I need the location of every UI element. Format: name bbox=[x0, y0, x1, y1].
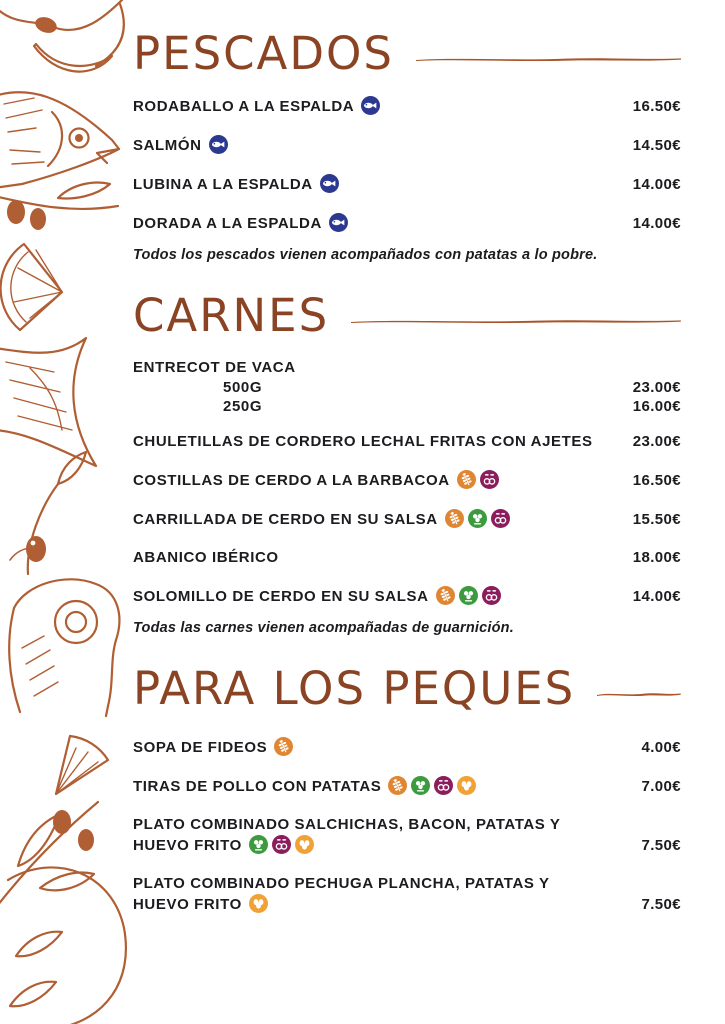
fish-allergen-icon bbox=[209, 135, 228, 154]
section-header bbox=[133, 663, 681, 715]
variant-price: 23.00€ bbox=[632, 379, 681, 396]
menu-item-row bbox=[133, 174, 681, 195]
item-price: 14.00€ bbox=[632, 588, 681, 605]
menu-section bbox=[133, 28, 681, 264]
menu-item-row bbox=[133, 358, 681, 416]
item-price: 4.00€ bbox=[641, 739, 681, 756]
item-name bbox=[133, 96, 601, 117]
item-price: 14.00€ bbox=[632, 176, 681, 193]
olive-branch-bottom-illustration bbox=[0, 802, 98, 910]
menu-item-row bbox=[133, 815, 681, 856]
item-name bbox=[133, 548, 601, 568]
meat-chop-illustration bbox=[9, 579, 119, 716]
lemon-slice-illustration bbox=[1, 244, 62, 330]
item-price: 7.00€ bbox=[641, 778, 681, 795]
menu-section bbox=[133, 663, 681, 915]
menu-item-row bbox=[133, 776, 681, 797]
gluten-allergen-icon bbox=[274, 737, 293, 756]
lemon-wedge-illustration bbox=[56, 736, 108, 794]
fish-head-illustration bbox=[0, 92, 119, 188]
item-variant-row bbox=[133, 397, 681, 416]
section-header bbox=[133, 290, 681, 342]
item-price: 7.50€ bbox=[641, 896, 681, 913]
item-name-text: ABANICO IBÉRICO bbox=[133, 549, 279, 566]
section-note: Todos los pescados vienen acompañados con patatas a lo pobre. bbox=[133, 247, 598, 263]
item-variant-row bbox=[133, 378, 681, 397]
variant-price: 16.00€ bbox=[632, 398, 681, 415]
allergen-badges bbox=[329, 213, 348, 232]
menu-item-row bbox=[133, 470, 681, 491]
item-price: 14.00€ bbox=[632, 215, 681, 232]
egg-allergen-icon bbox=[249, 894, 268, 913]
menu-item-row bbox=[133, 96, 681, 117]
section-note: Todas las carnes vienen acompañadas de guarnición. bbox=[133, 620, 514, 636]
item-name bbox=[133, 776, 601, 797]
item-name-text: COSTILLAS DE CERDO A LA BARBACOA bbox=[133, 472, 450, 489]
allergen-badges bbox=[457, 470, 499, 489]
menu-item-row bbox=[133, 432, 681, 452]
section-divider-line bbox=[597, 690, 681, 699]
item-price: 15.50€ bbox=[632, 511, 681, 528]
gluten-allergen-icon bbox=[445, 509, 464, 528]
item-name-text: SOPA DE FIDEOS bbox=[133, 739, 268, 756]
item-name bbox=[133, 874, 601, 915]
item-price: 18.00€ bbox=[632, 549, 681, 566]
allergen-badges bbox=[320, 174, 339, 193]
menu-item-row bbox=[133, 213, 681, 234]
item-name bbox=[133, 174, 601, 195]
fish-allergen-icon bbox=[320, 174, 339, 193]
variant-label: 500G bbox=[223, 379, 263, 396]
item-name-text: SOLOMILLO DE CERDO EN SU SALSA bbox=[133, 588, 429, 605]
menu-item-row bbox=[133, 548, 681, 568]
gluten-allergen-icon bbox=[388, 776, 407, 795]
item-name bbox=[133, 509, 601, 530]
variant-label: 250G bbox=[223, 398, 263, 415]
allergen-badges bbox=[249, 894, 268, 913]
item-name-text: PLATO COMBINADO SALCHICHAS, BACON, PATATAS Y HUEVO FRITO bbox=[133, 816, 561, 854]
item-name-text: CARRILLADA DE CERDO EN SU SALSA bbox=[133, 511, 438, 528]
item-name bbox=[133, 213, 601, 234]
fish-allergen-icon bbox=[329, 213, 348, 232]
item-price: 14.50€ bbox=[632, 137, 681, 154]
menu-item-row bbox=[133, 586, 681, 607]
allergen-badges bbox=[249, 835, 314, 854]
sulphites-allergen-icon bbox=[480, 470, 499, 489]
decorative-illustrations bbox=[0, 0, 135, 1024]
menu-item-row bbox=[133, 509, 681, 530]
section-title: CARNES bbox=[133, 289, 330, 342]
item-name bbox=[133, 737, 601, 758]
menu-section bbox=[133, 290, 681, 637]
item-name-text: SALMÓN bbox=[133, 137, 202, 154]
item-name-text: PLATO COMBINADO PECHUGA PLANCHA, PATATAS Y HUEVO FRITO bbox=[133, 875, 550, 913]
item-name bbox=[133, 432, 601, 452]
item-name bbox=[133, 586, 601, 607]
soy-allergen-icon bbox=[411, 776, 430, 795]
section-divider-line bbox=[416, 55, 681, 64]
item-price: 23.00€ bbox=[632, 433, 681, 450]
sulphites-allergen-icon bbox=[482, 586, 501, 605]
item-name bbox=[133, 135, 601, 156]
item-name-text: TIRAS DE POLLO CON PATATAS bbox=[133, 778, 382, 795]
section-header bbox=[133, 28, 681, 80]
item-name-text: CHULETILLAS DE CORDERO LECHAL FRITAS CON AJETES bbox=[133, 433, 593, 450]
olive-twig-illustration bbox=[10, 452, 86, 574]
soy-allergen-icon bbox=[459, 586, 478, 605]
menu-item-row bbox=[133, 874, 681, 915]
menu-item-row bbox=[133, 135, 681, 156]
sulphites-allergen-icon bbox=[272, 835, 291, 854]
item-name-text: DORADA A LA ESPALDA bbox=[133, 215, 322, 232]
menu-item-row bbox=[133, 737, 681, 758]
item-name-text: RODABALLO A LA ESPALDA bbox=[133, 98, 355, 115]
olive-sprig-illustration bbox=[0, 183, 118, 230]
olive-branch-top-illustration bbox=[0, 0, 124, 72]
allergen-badges bbox=[445, 509, 510, 528]
allergen-badges bbox=[361, 96, 380, 115]
fish-allergen-icon bbox=[361, 96, 380, 115]
sulphites-allergen-icon bbox=[434, 776, 453, 795]
item-name: ENTRECOT DE VACA bbox=[133, 359, 296, 376]
sulphites-allergen-icon bbox=[491, 509, 510, 528]
allergen-badges bbox=[388, 776, 476, 795]
fruit-outline-illustration bbox=[8, 867, 126, 1024]
egg-allergen-icon bbox=[295, 835, 314, 854]
menu-content bbox=[133, 28, 681, 933]
item-name bbox=[133, 470, 601, 491]
section-divider-line bbox=[351, 317, 681, 326]
section-title: PARA LOS PEQUES bbox=[133, 662, 576, 715]
gluten-allergen-icon bbox=[457, 470, 476, 489]
item-name-text: LUBINA A LA ESPALDA bbox=[133, 176, 313, 193]
item-price: 7.50€ bbox=[641, 837, 681, 854]
allergen-badges bbox=[274, 737, 293, 756]
soy-allergen-icon bbox=[249, 835, 268, 854]
allergen-badges bbox=[209, 135, 228, 154]
section-title: PESCADOS bbox=[133, 27, 394, 80]
item-price: 16.50€ bbox=[632, 98, 681, 115]
soy-allergen-icon bbox=[468, 509, 487, 528]
egg-allergen-icon bbox=[457, 776, 476, 795]
item-price: 16.50€ bbox=[632, 472, 681, 489]
item-name bbox=[133, 815, 601, 856]
fish-tail-illustration bbox=[0, 338, 96, 466]
allergen-badges bbox=[436, 586, 501, 605]
gluten-allergen-icon bbox=[436, 586, 455, 605]
